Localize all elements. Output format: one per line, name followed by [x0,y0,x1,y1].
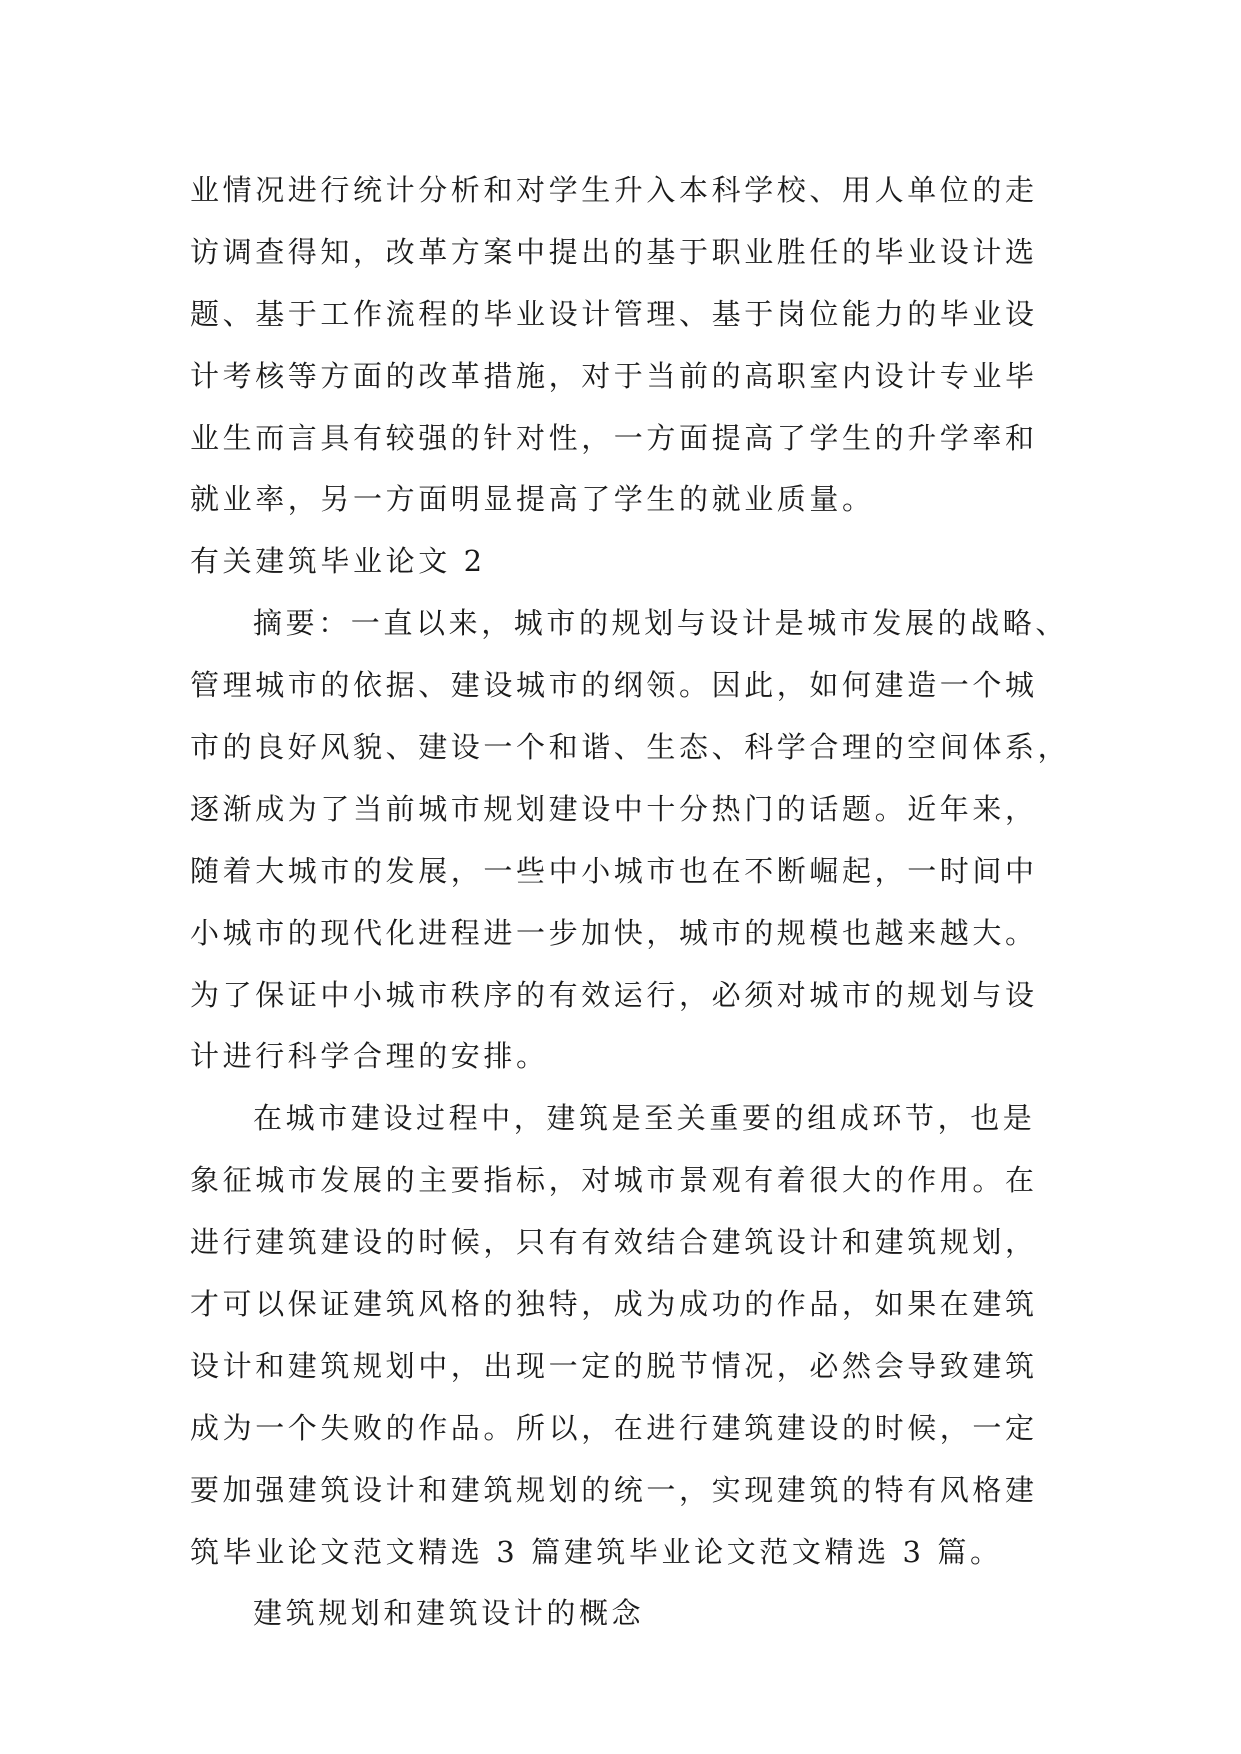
text-line: 就业率，另一方面明显提高了学生的就业质量。 [190,482,875,517]
text-line: 访调查得知，改革方案中提出的基于职业胜任的毕业设计选 [190,234,1038,269]
subsection-heading: 建筑规划和建筑设计的概念 [253,1596,645,1631]
text-line: 计考核等方面的改革措施，对于当前的高职室内设计专业毕 [190,358,1038,393]
text-line: 小城市的现代化进程进一步加快，城市的规模也越来越大。 [190,915,1038,950]
text-line: 为了保证中小城市秩序的有效运行，必须对城市的规划与设 [190,977,1038,1012]
text-line: 才可以保证建筑风格的独特，成为成功的作品，如果在建筑 [190,1287,1038,1322]
text-line: 管理城市的依据、建设城市的纲领。因此，如何建造一个城 [190,668,1038,703]
text-line: 进行建筑建设的时候，只有有效结合建筑设计和建筑规划， [190,1225,1038,1260]
section-heading: 有关建筑毕业论文 2 [190,544,486,579]
text-line: 在城市建设过程中，建筑是至关重要的组成环节，也是 [253,1101,1036,1136]
text-line: 象征城市发展的主要指标，对城市景观有着很大的作用。在 [190,1163,1038,1198]
text-line: 要加强建筑设计和建筑规划的统一，实现建筑的特有风格建 [190,1472,1038,1507]
text-line: 筑毕业论文范文精选 3 篇建筑毕业论文范文精选 3 篇。 [190,1534,1003,1569]
text-line: 逐渐成为了当前城市规划建设中十分热门的话题。近年来， [190,791,1038,826]
text-line: 计进行科学合理的安排。 [190,1039,549,1074]
text-line: 业情况进行统计分析和对学生升入本科学校、用人单位的走 [190,173,1038,207]
text-line: 市的良好风貌、建设一个和谐、生态、科学合理的空间体系， [190,730,1071,765]
text-line: 随着大城市的发展，一些中小城市也在不断崛起，一时间中 [190,853,1038,888]
text-line: 业生而言具有较强的针对性，一方面提高了学生的升学率和 [190,420,1038,455]
text-line: 题、基于工作流程的毕业设计管理、基于岗位能力的毕业设 [190,296,1038,331]
text-line: 成为一个失败的作品。所以，在进行建筑建设的时候，一定 [190,1410,1038,1445]
text-line: 摘要：一直以来，城市的规划与设计是城市发展的战略、 [253,606,1069,641]
text-line: 设计和建筑规划中，出现一定的脱节情况，必然会导致建筑 [190,1348,1038,1383]
document-body [190,160,1071,1645]
